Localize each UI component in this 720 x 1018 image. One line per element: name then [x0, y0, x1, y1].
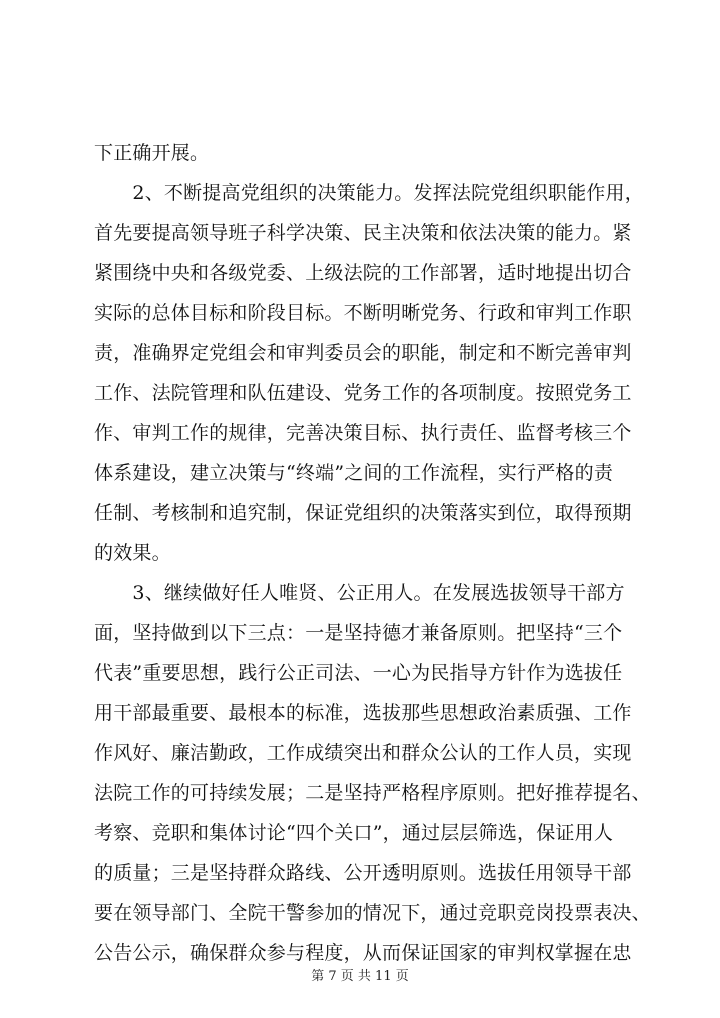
page-number-footer: 第 7 页 共 11 页 [311, 969, 409, 984]
text-line: 公告公示，确保群众参与程度，从而保证国家的审判权掌握在忠 [94, 942, 632, 964]
text-line: 首先要提高领导班子科学决策、民主决策和依法决策的能力。紧 [94, 222, 632, 244]
text-line: 的质量；三是坚持群众路线、公开透明原则。选拔任用领导干部 [94, 862, 632, 884]
text-line: 下正确开展。 [94, 142, 210, 164]
text-line: 任制、考核制和追究制，保证党组织的决策落实到位，取得预期 [94, 502, 632, 524]
text-line: 2、不断提高党组织的决策能力。发挥法院党组织职能作用， [94, 182, 644, 204]
text-line: 的效果。 [94, 542, 171, 564]
text-line: 代表”重要思想，践行公正司法、一心为民指导方针作为选拔任 [94, 662, 623, 684]
text-line: 考察、竞职和集体讨论“四个关口”，通过层层筛选，保证用人 [94, 822, 614, 844]
text-line: 体系建设，建立决策与“终端”之间的工作流程，实行严格的责 [94, 462, 614, 484]
text-line: 用干部最重要、最根本的标准，选拔那些思想政治素质强、工作 [94, 702, 632, 724]
text-line: 3、继续做好任人唯贤、公正用人。在发展选拔领导干部方 [94, 582, 625, 604]
text-line: 责，准确界定党组会和审判委员会的职能，制定和不断完善审判 [94, 342, 632, 364]
text-line: 实际的总体目标和阶段目标。不断明晰党务、行政和审判工作职 [94, 302, 632, 324]
text-line: 法院工作的可持续发展；二是坚持严格程序原则。把好推荐提名、 [94, 782, 651, 804]
text-line: 面，坚持做到以下三点：一是坚持德才兼备原则。把坚持“三个 [94, 622, 623, 644]
text-line: 工作、法院管理和队伍建设、党务工作的各项制度。按照党务工 [94, 382, 632, 404]
text-line: 要在领导部门、全院干警参加的情况下，通过竞职竞岗投票表决、 [94, 902, 651, 924]
text-line: 作、审判工作的规律，完善决策目标、执行责任、监督考核三个 [94, 422, 632, 444]
text-line: 作风好、廉洁勤政，工作成绩突出和群众公认的工作人员，实现 [94, 742, 632, 764]
text-line: 紧围绕中央和各级党委、上级法院的工作部署，适时地提出切合 [94, 262, 632, 284]
